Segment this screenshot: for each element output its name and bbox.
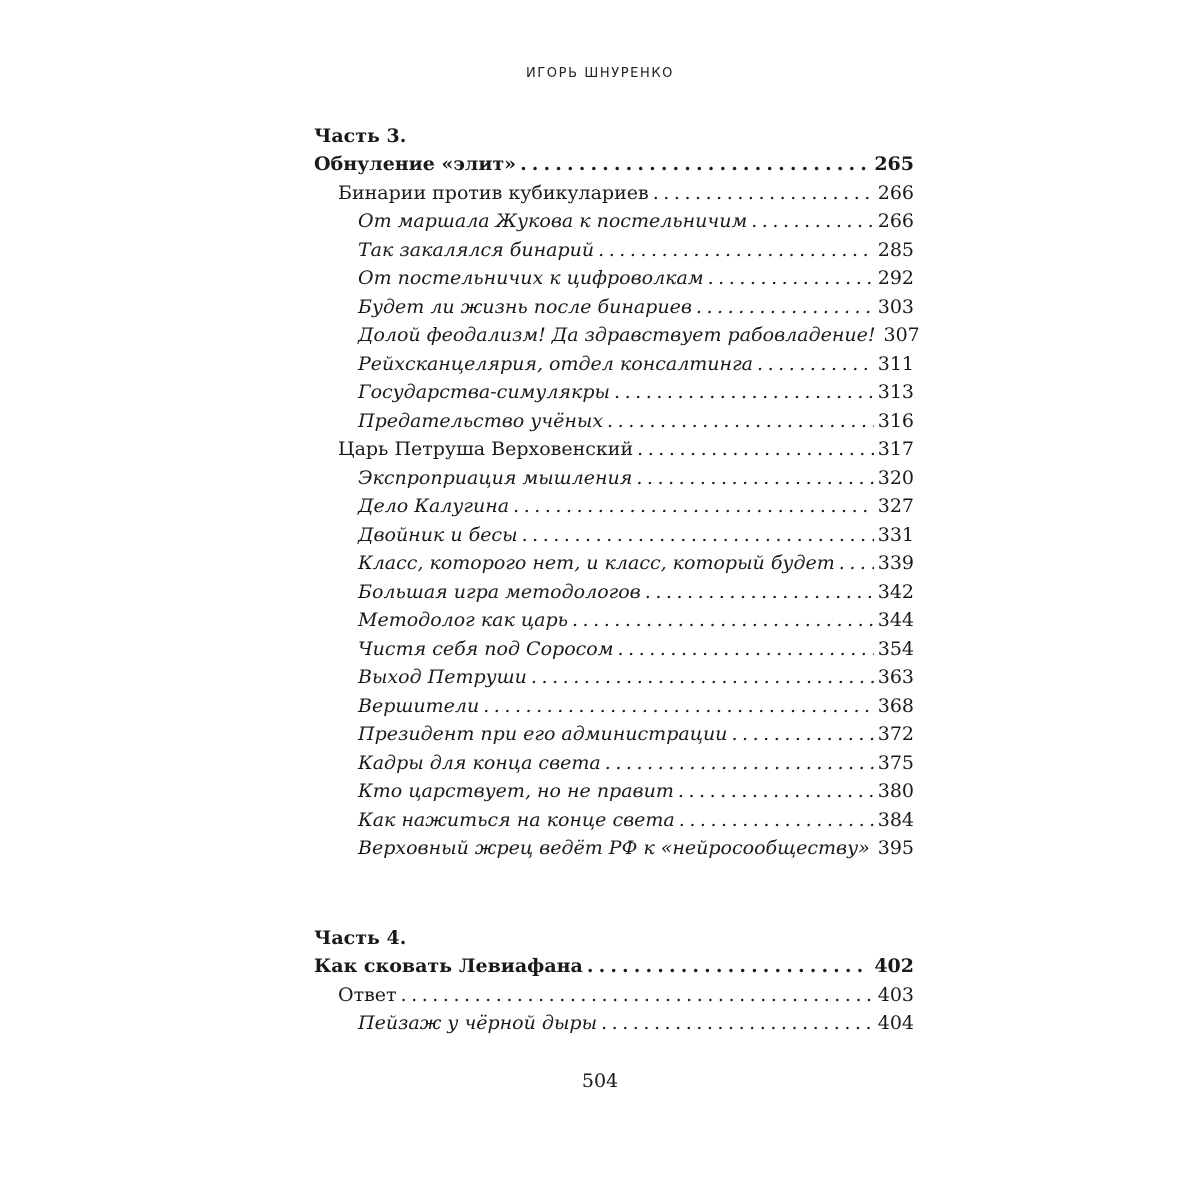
toc-entry-page: 265 [874,153,914,175]
toc-entry-page: 317 [877,438,914,460]
toc-entry-title: От постельничих к цифроволкам [358,267,704,289]
toc-entry-title: Кто царствует, но не правит [358,780,674,802]
toc-entry-title: Кадры для конца света [358,751,601,774]
toc-entry-page: 402 [874,955,914,977]
toc-entry [314,150,914,179]
toc-entry-page: 311 [877,352,914,375]
toc-entry-page: 292 [877,267,914,289]
toc-entry [314,806,914,835]
dot-leader [614,378,874,407]
dot-leader [598,236,874,265]
dot-leader [601,1009,874,1038]
toc-entry-page: 344 [877,609,914,631]
toc-entry-page: 368 [877,694,914,717]
toc-entry-title: Класс, которого нет, и класс, который будет [358,552,835,574]
toc-entry-title: Предательство учёных [358,409,604,432]
toc-entry-page: 313 [877,381,914,403]
toc-entry [314,407,914,436]
dot-leader [696,293,874,322]
toc-entry [314,435,914,464]
toc-entry-page: 354 [877,637,914,660]
toc-entry [314,236,914,265]
toc-entry-title: Бинарии против кубикулариев [338,181,649,204]
part-label: Часть 4. [314,927,407,949]
toc-entry-title: Как нажиться на конце света [358,808,675,831]
dot-leader [839,549,874,578]
toc-entry [314,521,914,550]
toc-entry-title: Большая игра методологов [358,580,641,603]
toc-entry [314,293,914,322]
toc-entry [314,692,914,721]
toc-entry-page: 339 [877,552,914,574]
toc-entry-page: 363 [877,666,914,688]
toc-entry-title: Царь Петруша Верховенский [338,438,634,460]
toc-entry-title: Методолог как царь [358,609,568,631]
toc-entry [314,635,914,664]
toc-entry-page: 403 [877,983,914,1006]
toc-entry [314,207,914,236]
toc-entry-title: Выход Петруши [358,666,527,688]
toc-entry [314,264,914,293]
toc-entry-page: 395 [877,837,915,859]
toc-entry-title: Экспроприация мышления [358,466,633,489]
toc-part-3 [314,122,920,863]
page-number: 504 [581,1070,619,1092]
toc-entry-title: Пейзаж у чёрной дыры [358,1012,598,1034]
dot-leader [731,720,873,749]
toc-entry-page: 266 [877,210,914,232]
toc-entry [314,749,914,778]
part-label: Часть 3. [314,125,407,147]
toc-entry-page: 342 [877,580,914,603]
toc-entry [314,777,914,806]
toc-entry-page: 375 [877,751,914,774]
dot-leader [637,435,874,464]
toc-entry-page: 307 [883,324,920,346]
toc-entry-title: Как сковать Левиафана [314,955,583,977]
toc-entry-title: Государства-симулякры [358,381,610,403]
dot-leader [653,179,874,208]
toc-entry-title: Будет ли жизнь после бинариев [358,295,692,318]
toc-entry-title: Так закалялся бинарий [358,238,595,261]
dot-leader [678,777,874,806]
toc-entry-title: Рейхсканцелярия, отдел консалтинга [358,352,753,375]
toc-entry-page: 404 [877,1012,914,1034]
toc-entry [314,663,914,692]
toc-entry [314,1009,914,1038]
dot-leader [605,749,874,778]
toc-entry-page: 320 [877,466,914,489]
toc-entry-title: Чистя себя под Соросом [358,637,614,660]
toc-entry-title: Дело Калугина [358,495,510,517]
dot-leader [757,350,874,379]
toc-entry [314,981,914,1010]
toc-entry [314,492,914,521]
dot-leader [531,663,874,692]
toc-entry-page: 303 [877,295,914,318]
dot-leader [483,692,874,721]
toc-entry-page: 316 [877,409,914,432]
toc-entry-title: Обнуление «элит» [314,153,517,175]
toc-entry-page: 266 [877,181,914,204]
dot-leader [572,606,874,635]
dot-leader [617,635,873,664]
dot-leader [522,521,874,550]
toc-entry [314,834,914,863]
dot-leader [520,150,870,179]
toc-entry [314,578,914,607]
dot-leader [513,492,874,521]
toc-entries [314,952,914,1038]
dot-leader [679,806,874,835]
dot-leader [401,981,874,1010]
dot-leader [587,952,870,981]
toc-entry [314,321,920,350]
toc-entry-page: 384 [877,808,914,831]
dot-leader [751,207,874,236]
toc-entry [314,378,914,407]
toc-entry-title: Долой феодализм! Да здравствует рабовладение! [358,324,876,346]
toc-entry [314,549,914,578]
toc-entries [314,150,920,863]
toc-entry [314,606,914,635]
dot-leader [708,264,874,293]
toc-part-4 [314,924,914,1038]
toc-entry [314,350,914,379]
dot-leader [645,578,874,607]
toc-entry-page: 327 [877,495,914,517]
toc-entry [314,720,914,749]
toc-entry-title: Президент при его администрации [358,723,728,745]
toc-entry-title: Ответ [338,983,397,1006]
toc-entry-page: 372 [877,723,914,745]
toc-entry-title: От маршала Жукова к постельничим [358,210,748,232]
toc-entry [314,952,914,981]
dot-leader [636,464,873,493]
toc-entry-title: Вершители [358,694,480,717]
toc-entry [314,179,914,208]
toc-entry [314,464,914,493]
toc-entry-title: Верховный жрец ведёт РФ к «нейросообществу» [358,837,870,859]
toc-entry-page: 380 [877,780,914,802]
running-head: ИГОРЬ ШНУРЕНКО [525,66,675,81]
toc-entry-title: Двойник и бесы [358,523,518,546]
dot-leader [607,407,874,436]
toc-entry-page: 331 [877,523,914,546]
toc-entry-page: 285 [877,238,914,261]
